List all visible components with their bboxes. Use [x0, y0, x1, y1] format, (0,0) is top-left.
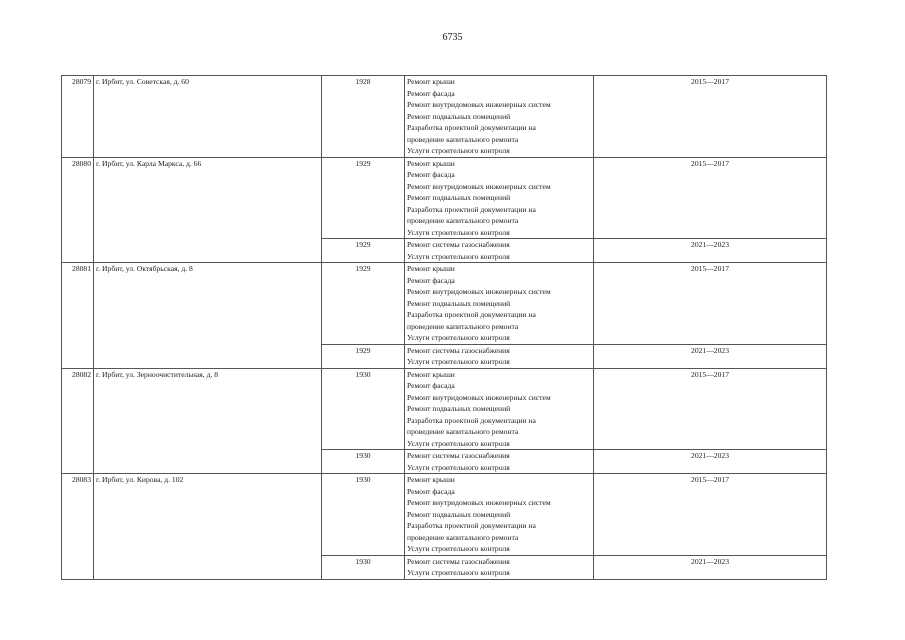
- address-cell: г. Ирбит, ул. Кирова, д. 102: [94, 474, 322, 580]
- repair-period-cell: 2015—2017: [594, 368, 827, 450]
- address-cell: г. Ирбит, ул. Карла Маркса, д. 66: [94, 157, 322, 263]
- address-cell: г. Ирбит, ул. Зерноочистительная, д. 8: [94, 368, 322, 474]
- work-item: Ремонт внутридомовых инженерных систем: [407, 392, 551, 402]
- house-number-cell: 28083: [62, 474, 94, 580]
- page-number: 6735: [442, 32, 463, 43]
- repair-schedule-table: [61, 75, 827, 580]
- works-list-cell: [405, 239, 594, 263]
- work-item: Услуги строительного контроля: [407, 357, 510, 366]
- repair-period-cell: 2021—2023: [594, 344, 827, 368]
- work-item: Ремонт фасада: [407, 275, 455, 285]
- work-item: Разработка проектной документации на: [407, 415, 536, 425]
- work-item: проведение капитального ремонта: [407, 321, 519, 331]
- construction-year-cell: 1928: [322, 76, 405, 158]
- work-item: Ремонт фасада: [407, 381, 455, 390]
- construction-year-cell: 1930: [322, 555, 405, 579]
- work-item: Ремонт подвальных помещений: [407, 298, 511, 308]
- work-item: Услуги строительного контроля: [407, 438, 510, 448]
- work-item: Ремонт крыши: [407, 475, 455, 484]
- work-item: Услуги строительного контроля: [407, 544, 510, 553]
- work-item: Ремонт фасада: [407, 88, 455, 98]
- works-list-cell: [405, 157, 594, 239]
- work-item: проведение капитального ремонта: [407, 532, 519, 542]
- work-item: Услуги строительного контроля: [407, 333, 510, 342]
- work-item: Услуги строительного контроля: [407, 146, 510, 155]
- work-item: Ремонт крыши: [407, 77, 455, 86]
- construction-year-cell: 1929: [322, 263, 405, 345]
- house-number-cell: 28082: [62, 368, 94, 474]
- table-row: [62, 157, 827, 239]
- construction-year-cell: 1929: [322, 157, 405, 239]
- work-item: проведение капитального ремонта: [407, 134, 519, 144]
- work-item: Ремонт системы газоснабжения: [407, 451, 510, 460]
- repair-period-cell: 2015—2017: [594, 76, 827, 158]
- work-item: Ремонт подвальных помещений: [407, 509, 511, 519]
- works-list-cell: [405, 450, 594, 474]
- work-item: Услуги строительного контроля: [407, 568, 510, 577]
- work-item: Разработка проектной документации на: [407, 521, 536, 530]
- house-number-cell: 28081: [62, 263, 94, 369]
- work-item: Ремонт крыши: [407, 369, 455, 379]
- work-item: Разработка проектной документации на: [407, 123, 536, 132]
- repair-period-cell: 2021—2023: [594, 555, 827, 579]
- work-item: Ремонт крыши: [407, 158, 455, 168]
- work-item: проведение капитального ремонта: [407, 427, 519, 436]
- address-cell: г. Ирбит, ул. Октябрьская, д. 8: [94, 263, 322, 369]
- repair-period-cell: 2015—2017: [594, 157, 827, 239]
- work-item: Ремонт внутридомовых инженерных систем: [407, 498, 551, 507]
- table-row: [62, 76, 827, 158]
- work-item: Ремонт системы газоснабжения: [407, 556, 510, 566]
- work-item: Ремонт фасада: [407, 486, 455, 496]
- works-list-cell: [405, 368, 594, 450]
- work-item: Ремонт подвальных помещений: [407, 111, 511, 121]
- work-item: Ремонт фасада: [407, 170, 455, 179]
- work-item: Ремонт системы газоснабжения: [407, 240, 510, 249]
- work-item: Ремонт системы газоснабжения: [407, 345, 510, 355]
- works-list-cell: [405, 263, 594, 345]
- construction-year-cell: 1930: [322, 450, 405, 474]
- repair-period-cell: 2015—2017: [594, 263, 827, 345]
- work-item: Разработка проектной документации на: [407, 310, 536, 319]
- construction-year-cell: 1930: [322, 368, 405, 450]
- table-row: [62, 368, 827, 450]
- work-item: Ремонт внутридомовых инженерных систем: [407, 181, 551, 191]
- work-item: Услуги строительного контроля: [407, 227, 510, 237]
- table-row: [62, 263, 827, 345]
- work-item: Разработка проектной документации на: [407, 204, 536, 214]
- address-cell: г. Ирбит, ул. Советская, д. 60: [94, 76, 322, 158]
- house-number-cell: 28079: [62, 76, 94, 158]
- table-row: [62, 474, 827, 556]
- works-list-cell: [405, 344, 594, 368]
- work-item: Услуги строительного контроля: [407, 462, 510, 472]
- work-item: проведение капитального ремонта: [407, 216, 519, 225]
- works-list-cell: [405, 555, 594, 579]
- construction-year-cell: 1929: [322, 239, 405, 263]
- table-body: [62, 76, 827, 580]
- work-item: Ремонт внутридомовых инженерных систем: [407, 287, 551, 296]
- repair-period-cell: 2015—2017: [594, 474, 827, 556]
- work-item: Ремонт подвальных помещений: [407, 193, 511, 202]
- work-item: Услуги строительного контроля: [407, 251, 510, 261]
- construction-year-cell: 1929: [322, 344, 405, 368]
- works-list-cell: [405, 76, 594, 158]
- work-item: Ремонт внутридомовых инженерных систем: [407, 100, 551, 109]
- repair-period-cell: 2021—2023: [594, 450, 827, 474]
- work-item: Ремонт подвальных помещений: [407, 404, 511, 413]
- house-number-cell: 28080: [62, 157, 94, 263]
- work-item: Ремонт крыши: [407, 264, 455, 273]
- works-list-cell: [405, 474, 594, 556]
- repair-period-cell: 2021—2023: [594, 239, 827, 263]
- construction-year-cell: 1930: [322, 474, 405, 556]
